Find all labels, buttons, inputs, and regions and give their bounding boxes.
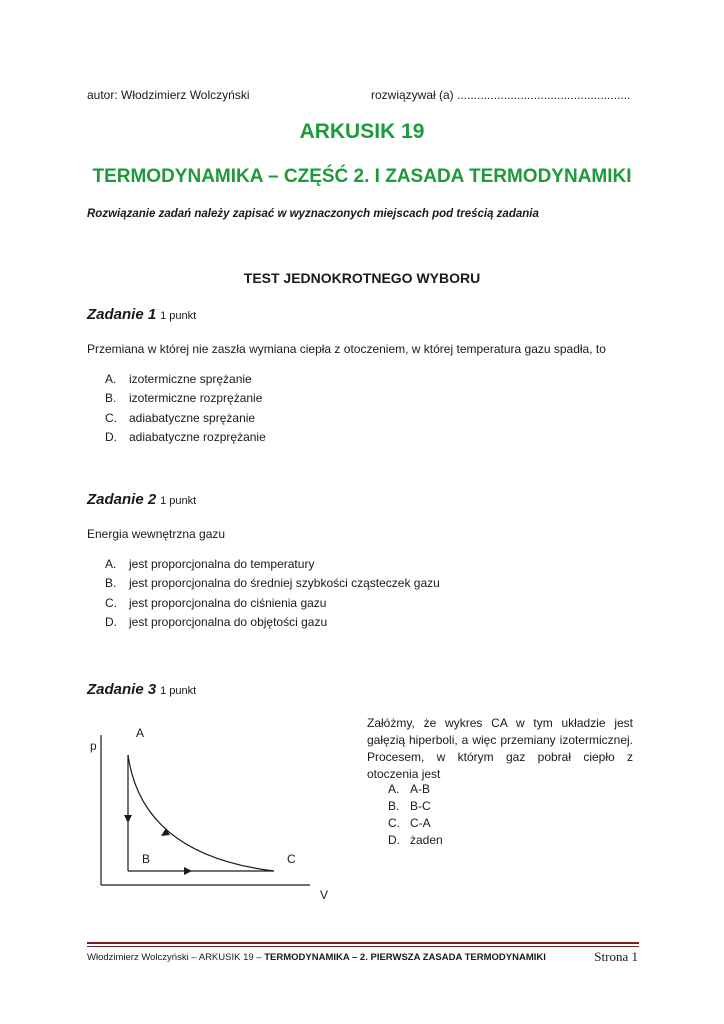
task-1-option-c[interactable]: C. adiabatyczne sprężanie — [105, 410, 256, 425]
task-3-heading — [87, 681, 196, 698]
footer-text — [87, 952, 546, 963]
process-ab-arrow — [124, 815, 132, 823]
task-2-option-a[interactable]: A. jest proporcjonalna do temperatury — [105, 557, 315, 571]
task-1-option-b[interactable]: B. izotermiczne rozprężanie — [105, 391, 263, 406]
task-1-question: Przemiana w której nie zaszła wymiana ciepła z otoczeniem, w której temperatura gazu spadła, to — [87, 342, 606, 356]
point-b-label: B — [142, 852, 151, 866]
task-3-option-c[interactable]: C. C-A — [388, 816, 431, 830]
axis-y-label: p — [90, 739, 97, 753]
footer-prefix: Włodzimierz Wolczyński – ARKUSIK 19 – — [87, 952, 265, 963]
task-2-points: 1 punkt — [160, 495, 197, 507]
instruction: Rozwiązanie zadań należy zapisać w wyznaczonych miejscach pod treścią zadania — [87, 208, 539, 220]
section-heading: TEST JEDNOKROTNEGO WYBORU — [243, 270, 481, 286]
task-2-options — [105, 555, 440, 632]
task-3-question: Załóżmy, że wykres CA w tym układzie jest gałęzią hiperboli, a więc przemiany izotermicznej. Procesem, w którym gaz pobrał ciepło z otoczenia jest — [367, 716, 633, 781]
task-3-option-b[interactable]: B. B-C — [388, 799, 431, 813]
footer-rule — [87, 942, 639, 944]
page-number: Strona 1 — [594, 949, 638, 964]
footer-bold: TERMODYNAMIKA – 2. PIERWSZA ZASADA TERMODYNAMIKI — [264, 952, 546, 963]
task-2-option-c[interactable]: C. jest proporcjonalna do ciśnienia gazu — [105, 595, 327, 610]
task-3-options — [388, 781, 443, 849]
task-1-heading — [87, 306, 196, 323]
task-1-points: 1 punkt — [160, 310, 197, 322]
process-bc-arrow — [184, 867, 192, 875]
task-1-option-a[interactable]: A. izotermiczne sprężanie — [105, 372, 252, 386]
page-subtitle: TERMODYNAMIKA – CZĘŚĆ 2. I ZASADA TERMODYNAMIKI — [92, 166, 632, 187]
axis-x-label: V — [320, 888, 329, 902]
task-3-name: Zadanie 3 — [87, 681, 157, 698]
task-2-name: Zadanie 2 — [87, 491, 157, 508]
task-3-option-d[interactable]: D. żaden — [388, 833, 443, 847]
task-2-question: Energia wewnętrzna gazu — [87, 527, 226, 541]
point-c-label: C — [287, 852, 296, 866]
solved-by-line: rozwiązywał (a) .................................................... — [371, 88, 631, 102]
pv-diagram — [80, 715, 350, 910]
task-2-option-b[interactable]: B. jest proporcjonalna do średniej szybkości cząsteczek gazu — [105, 576, 440, 591]
task-3-points: 1 punkt — [160, 685, 197, 697]
task-1-name: Zadanie 1 — [87, 306, 157, 323]
task-1-option-d[interactable]: D. adiabatyczne rozprężanie — [105, 429, 266, 444]
author-line: autor: Włodzimierz Wolczyński — [87, 88, 250, 102]
task-3-option-a[interactable]: A. A-B — [388, 782, 431, 796]
footer-rule-thin — [87, 946, 639, 947]
task-2-option-d[interactable]: D. jest proporcjonalna do objętości gazu — [105, 614, 328, 629]
task-2-heading — [87, 491, 196, 508]
point-a-label: A — [136, 726, 145, 740]
page-title: ARKUSIK 19 — [299, 120, 425, 143]
task-1-options — [105, 370, 266, 447]
